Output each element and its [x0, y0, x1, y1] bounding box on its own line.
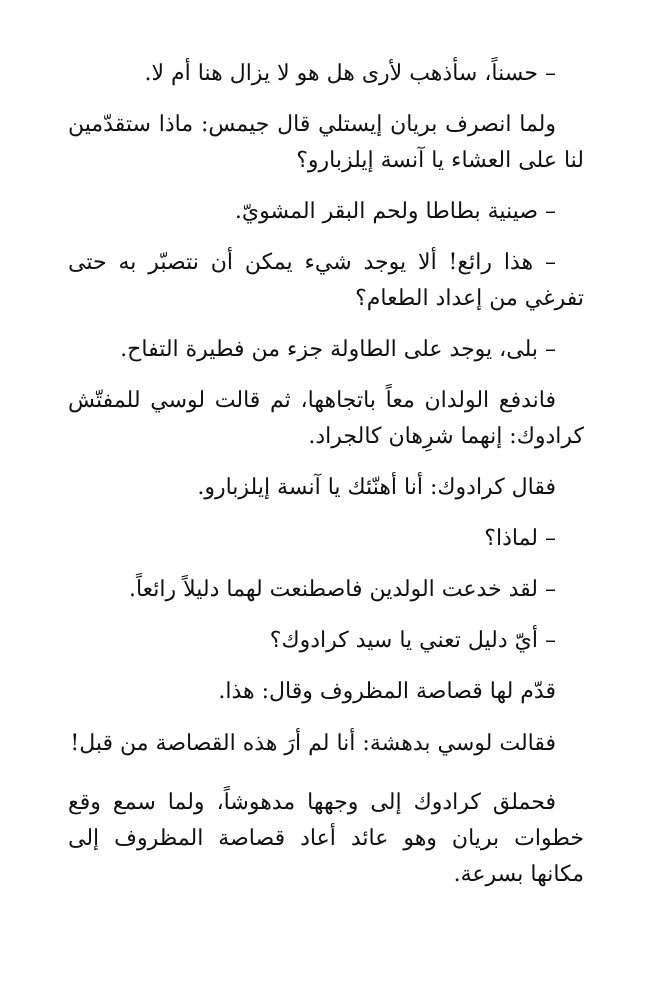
paragraph: فاندفع الولدان معاً باتجاهها، ثم قالت لوسي للمفتّش كرادوك: إنهما شرِهان كالجراد. [68, 388, 584, 449]
paragraph: – حسناً، سأذهب لأرى هل هو لا يزال هنا أم لا. [144, 61, 556, 86]
paragraph: فحملق كرادوك إلى وجهها مدهوشاً، ولما سمع وقع خطوات بريان وهو عائد أعاد قصاصة المظروف إلى مكانها بسرعة. [68, 790, 584, 887]
paragraph: قدّم لها قصاصة المظروف وقال: هذا. [218, 679, 556, 704]
paragraph: فقالت لوسي بدهشة: أنا لم أرَ هذه القصاصة من قبل! [70, 731, 556, 756]
paragraph: فقال كرادوك: أنا أهنّئك يا آنسة إيلزبارو. [197, 475, 556, 500]
paragraph: ولما انصرف بريان إيستلي قال جيمس: ماذا ستقدّمين لنا على العشاء يا آنسة إيلزبارو؟ [68, 112, 584, 173]
paragraph: – صينية بطاطا ولحم البقر المشويّ. [234, 199, 556, 224]
paragraph: – أيّ دليل تعني يا سيد كرادوك؟ [269, 628, 556, 653]
paragraph: – لقد خدعت الولدين فاصطنعت لهما دليلاً رائعاً. [128, 577, 556, 602]
paragraph: – بلى، يوجد على الطاولة جزء من فطيرة التفاح. [120, 337, 556, 362]
book-page [68, 56, 584, 908]
paragraph: – هذا رائع! ألا يوجد شيء يمكن أن نتصبّر به حتى تفرغي من إعداد الطعام؟ [68, 250, 584, 311]
paragraph: – لماذا؟ [484, 526, 556, 551]
